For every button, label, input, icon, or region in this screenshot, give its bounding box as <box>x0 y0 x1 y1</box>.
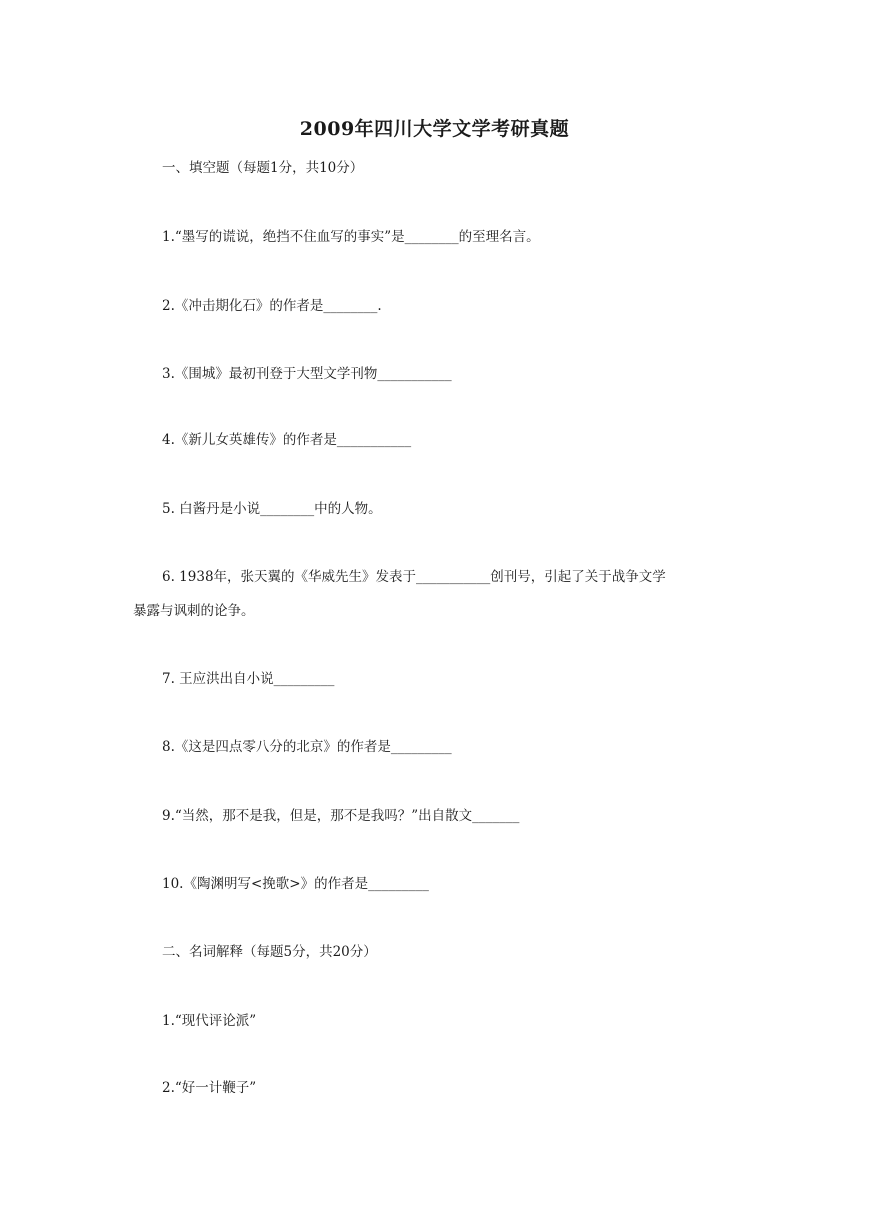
question-1: 1.“墨写的谎说，绝挡不住血写的事实”是________的至理名言。 <box>162 229 540 245</box>
document-title: 2009年四川大学文学考研真题 <box>299 118 570 140</box>
question-8: 8.《这是四点零八分的北京》的作者是_________ <box>162 739 452 755</box>
section-heading-terms: 二、名词解释（每题5分，共20分） <box>162 944 377 960</box>
question-10: 10.《陶渊明写<挽歌>》的作者是_________ <box>162 876 429 892</box>
section-heading-fill-in: 一、填空题（每题1分，共10分） <box>162 160 364 176</box>
question-6-continued: 暴露与讽刺的论争。 <box>133 603 255 619</box>
question-6: 6. 1938年，张天翼的《华威先生》发表于___________创刊号，引起了关于战争文学 <box>162 569 666 585</box>
question-9: 9.“当然，那不是我，但是，那不是我吗？”出自散文_______ <box>162 808 520 824</box>
question-2: 2.《冲击期化石》的作者是________. <box>162 298 382 314</box>
question-5: 5. 白酱丹是小说________中的人物。 <box>162 501 382 517</box>
question-4: 4.《新儿女英雄传》的作者是___________ <box>162 432 412 448</box>
question-7: 7. 王应洪出自小说_________ <box>162 671 335 687</box>
question-3: 3.《围城》最初刊登于大型文学刊物___________ <box>162 366 452 382</box>
term-2: 2.“好一计鞭子” <box>162 1080 257 1096</box>
term-1: 1.“现代评论派” <box>162 1013 257 1029</box>
